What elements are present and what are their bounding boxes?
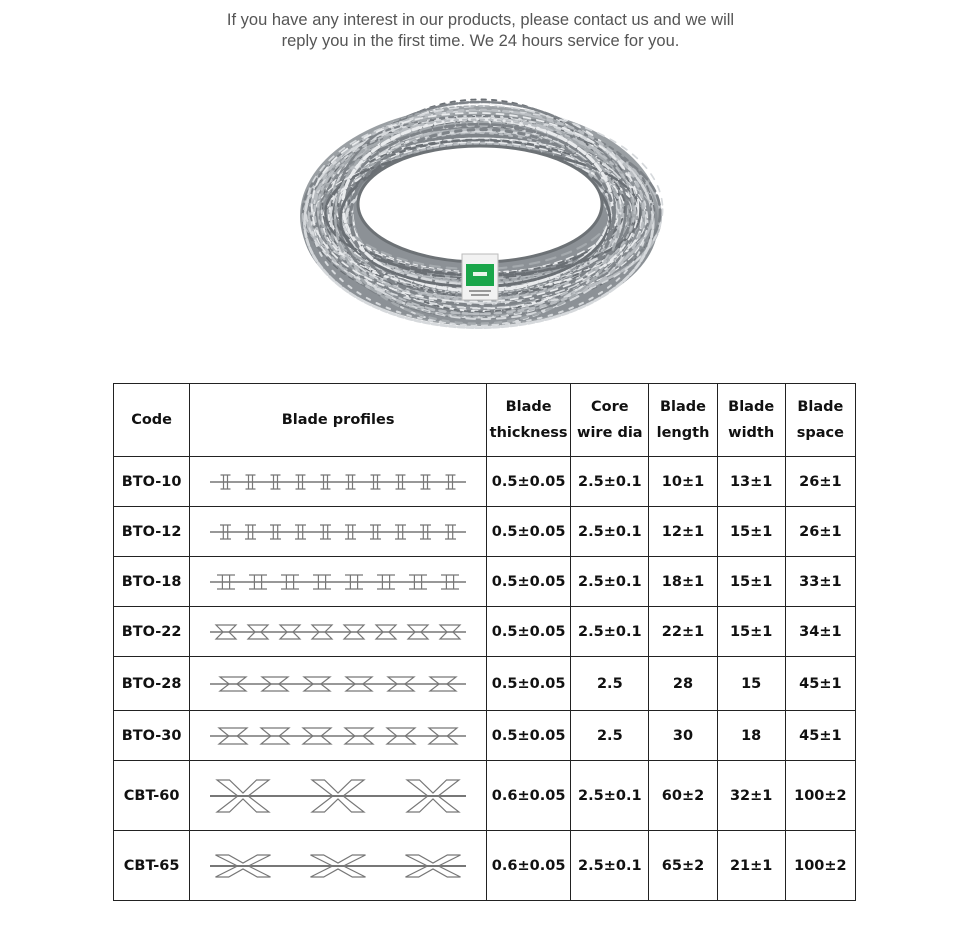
row-blade-space: 34±1 xyxy=(785,607,855,657)
table-row xyxy=(114,607,856,657)
row-blade-space: 45±1 xyxy=(785,711,855,761)
intro-line-1: If you have any interest in our products, please contact us and we will xyxy=(226,11,735,29)
row-code: BTO-30 xyxy=(114,711,190,761)
spec-table xyxy=(113,383,856,901)
table-row xyxy=(114,761,856,831)
row-blade-width: 15±1 xyxy=(717,607,785,657)
row-blade-width: 21±1 xyxy=(717,831,785,901)
row-blade-profile xyxy=(190,831,487,901)
row-blade-profile xyxy=(190,557,487,607)
header-row xyxy=(114,384,856,457)
blade-profile-drawing xyxy=(208,672,468,696)
blade-profile-drawing xyxy=(208,776,468,816)
row-blade-width: 15±1 xyxy=(717,507,785,557)
row-blade-space: 33±1 xyxy=(785,557,855,607)
row-blade-length: 28 xyxy=(649,657,717,711)
row-blade-length: 12±1 xyxy=(649,507,717,557)
table-row xyxy=(114,557,856,607)
row-core-wire-dia: 2.5±0.1 xyxy=(571,607,649,657)
row-blade-width: 15±1 xyxy=(717,557,785,607)
blade-profile-drawing xyxy=(208,570,468,594)
razor-wire-coil-image xyxy=(295,96,665,336)
table-row xyxy=(114,507,856,557)
row-blade-width: 13±1 xyxy=(717,457,785,507)
product-tag xyxy=(462,254,498,300)
header-blade-width: Blade width xyxy=(717,384,785,457)
row-code: CBT-60 xyxy=(114,761,190,831)
row-blade-profile xyxy=(190,507,487,557)
row-blade-profile xyxy=(190,607,487,657)
row-blade-profile xyxy=(190,657,487,711)
row-thickness: 0.5±0.05 xyxy=(487,557,571,607)
row-blade-space: 26±1 xyxy=(785,507,855,557)
row-thickness: 0.6±0.05 xyxy=(487,831,571,901)
row-thickness: 0.5±0.05 xyxy=(487,457,571,507)
blade-profile-drawing xyxy=(208,620,468,644)
row-blade-length: 22±1 xyxy=(649,607,717,657)
row-blade-profile xyxy=(190,711,487,761)
row-thickness: 0.5±0.05 xyxy=(487,711,571,761)
row-core-wire-dia: 2.5 xyxy=(571,711,649,761)
header-core-wire-dia: Core wire dia xyxy=(571,384,649,457)
blade-profile-drawing xyxy=(208,724,468,748)
row-code: BTO-28 xyxy=(114,657,190,711)
row-core-wire-dia: 2.5 xyxy=(571,657,649,711)
table-row xyxy=(114,457,856,507)
row-blade-space: 26±1 xyxy=(785,457,855,507)
row-blade-space: 45±1 xyxy=(785,657,855,711)
header-blade-profiles: Blade profiles xyxy=(190,384,487,457)
row-blade-length: 18±1 xyxy=(649,557,717,607)
row-blade-length: 30 xyxy=(649,711,717,761)
row-blade-length: 60±2 xyxy=(649,761,717,831)
row-blade-length: 65±2 xyxy=(649,831,717,901)
row-core-wire-dia: 2.5±0.1 xyxy=(571,761,649,831)
table-row xyxy=(114,831,856,901)
row-code: BTO-10 xyxy=(114,457,190,507)
row-blade-space: 100±2 xyxy=(785,831,855,901)
header-blade-thickness: Blade thickness xyxy=(487,384,571,457)
row-thickness: 0.6±0.05 xyxy=(487,761,571,831)
header-blade-space: Blade space xyxy=(785,384,855,457)
row-thickness: 0.5±0.05 xyxy=(487,607,571,657)
row-blade-width: 32±1 xyxy=(717,761,785,831)
row-code: BTO-22 xyxy=(114,607,190,657)
table-row xyxy=(114,657,856,711)
row-core-wire-dia: 2.5±0.1 xyxy=(571,457,649,507)
row-code: CBT-65 xyxy=(114,831,190,901)
intro-line-2: reply you in the first time. We 24 hours service for you. xyxy=(281,32,680,50)
row-blade-profile xyxy=(190,457,487,507)
contact-intro xyxy=(0,10,961,52)
row-core-wire-dia: 2.5±0.1 xyxy=(571,831,649,901)
row-blade-length: 10±1 xyxy=(649,457,717,507)
row-core-wire-dia: 2.5±0.1 xyxy=(571,507,649,557)
row-blade-width: 18 xyxy=(717,711,785,761)
row-thickness: 0.5±0.05 xyxy=(487,657,571,711)
row-code: BTO-12 xyxy=(114,507,190,557)
blade-profile-drawing xyxy=(208,520,468,544)
table-row xyxy=(114,711,856,761)
row-blade-profile xyxy=(190,761,487,831)
row-code: BTO-18 xyxy=(114,557,190,607)
blade-profile-drawing xyxy=(208,851,468,881)
blade-profile-drawing xyxy=(208,470,468,494)
row-blade-width: 15 xyxy=(717,657,785,711)
row-thickness: 0.5±0.05 xyxy=(487,507,571,557)
row-blade-space: 100±2 xyxy=(785,761,855,831)
row-core-wire-dia: 2.5±0.1 xyxy=(571,557,649,607)
header-blade-length: Blade length xyxy=(649,384,717,457)
header-code: Code xyxy=(114,384,190,457)
